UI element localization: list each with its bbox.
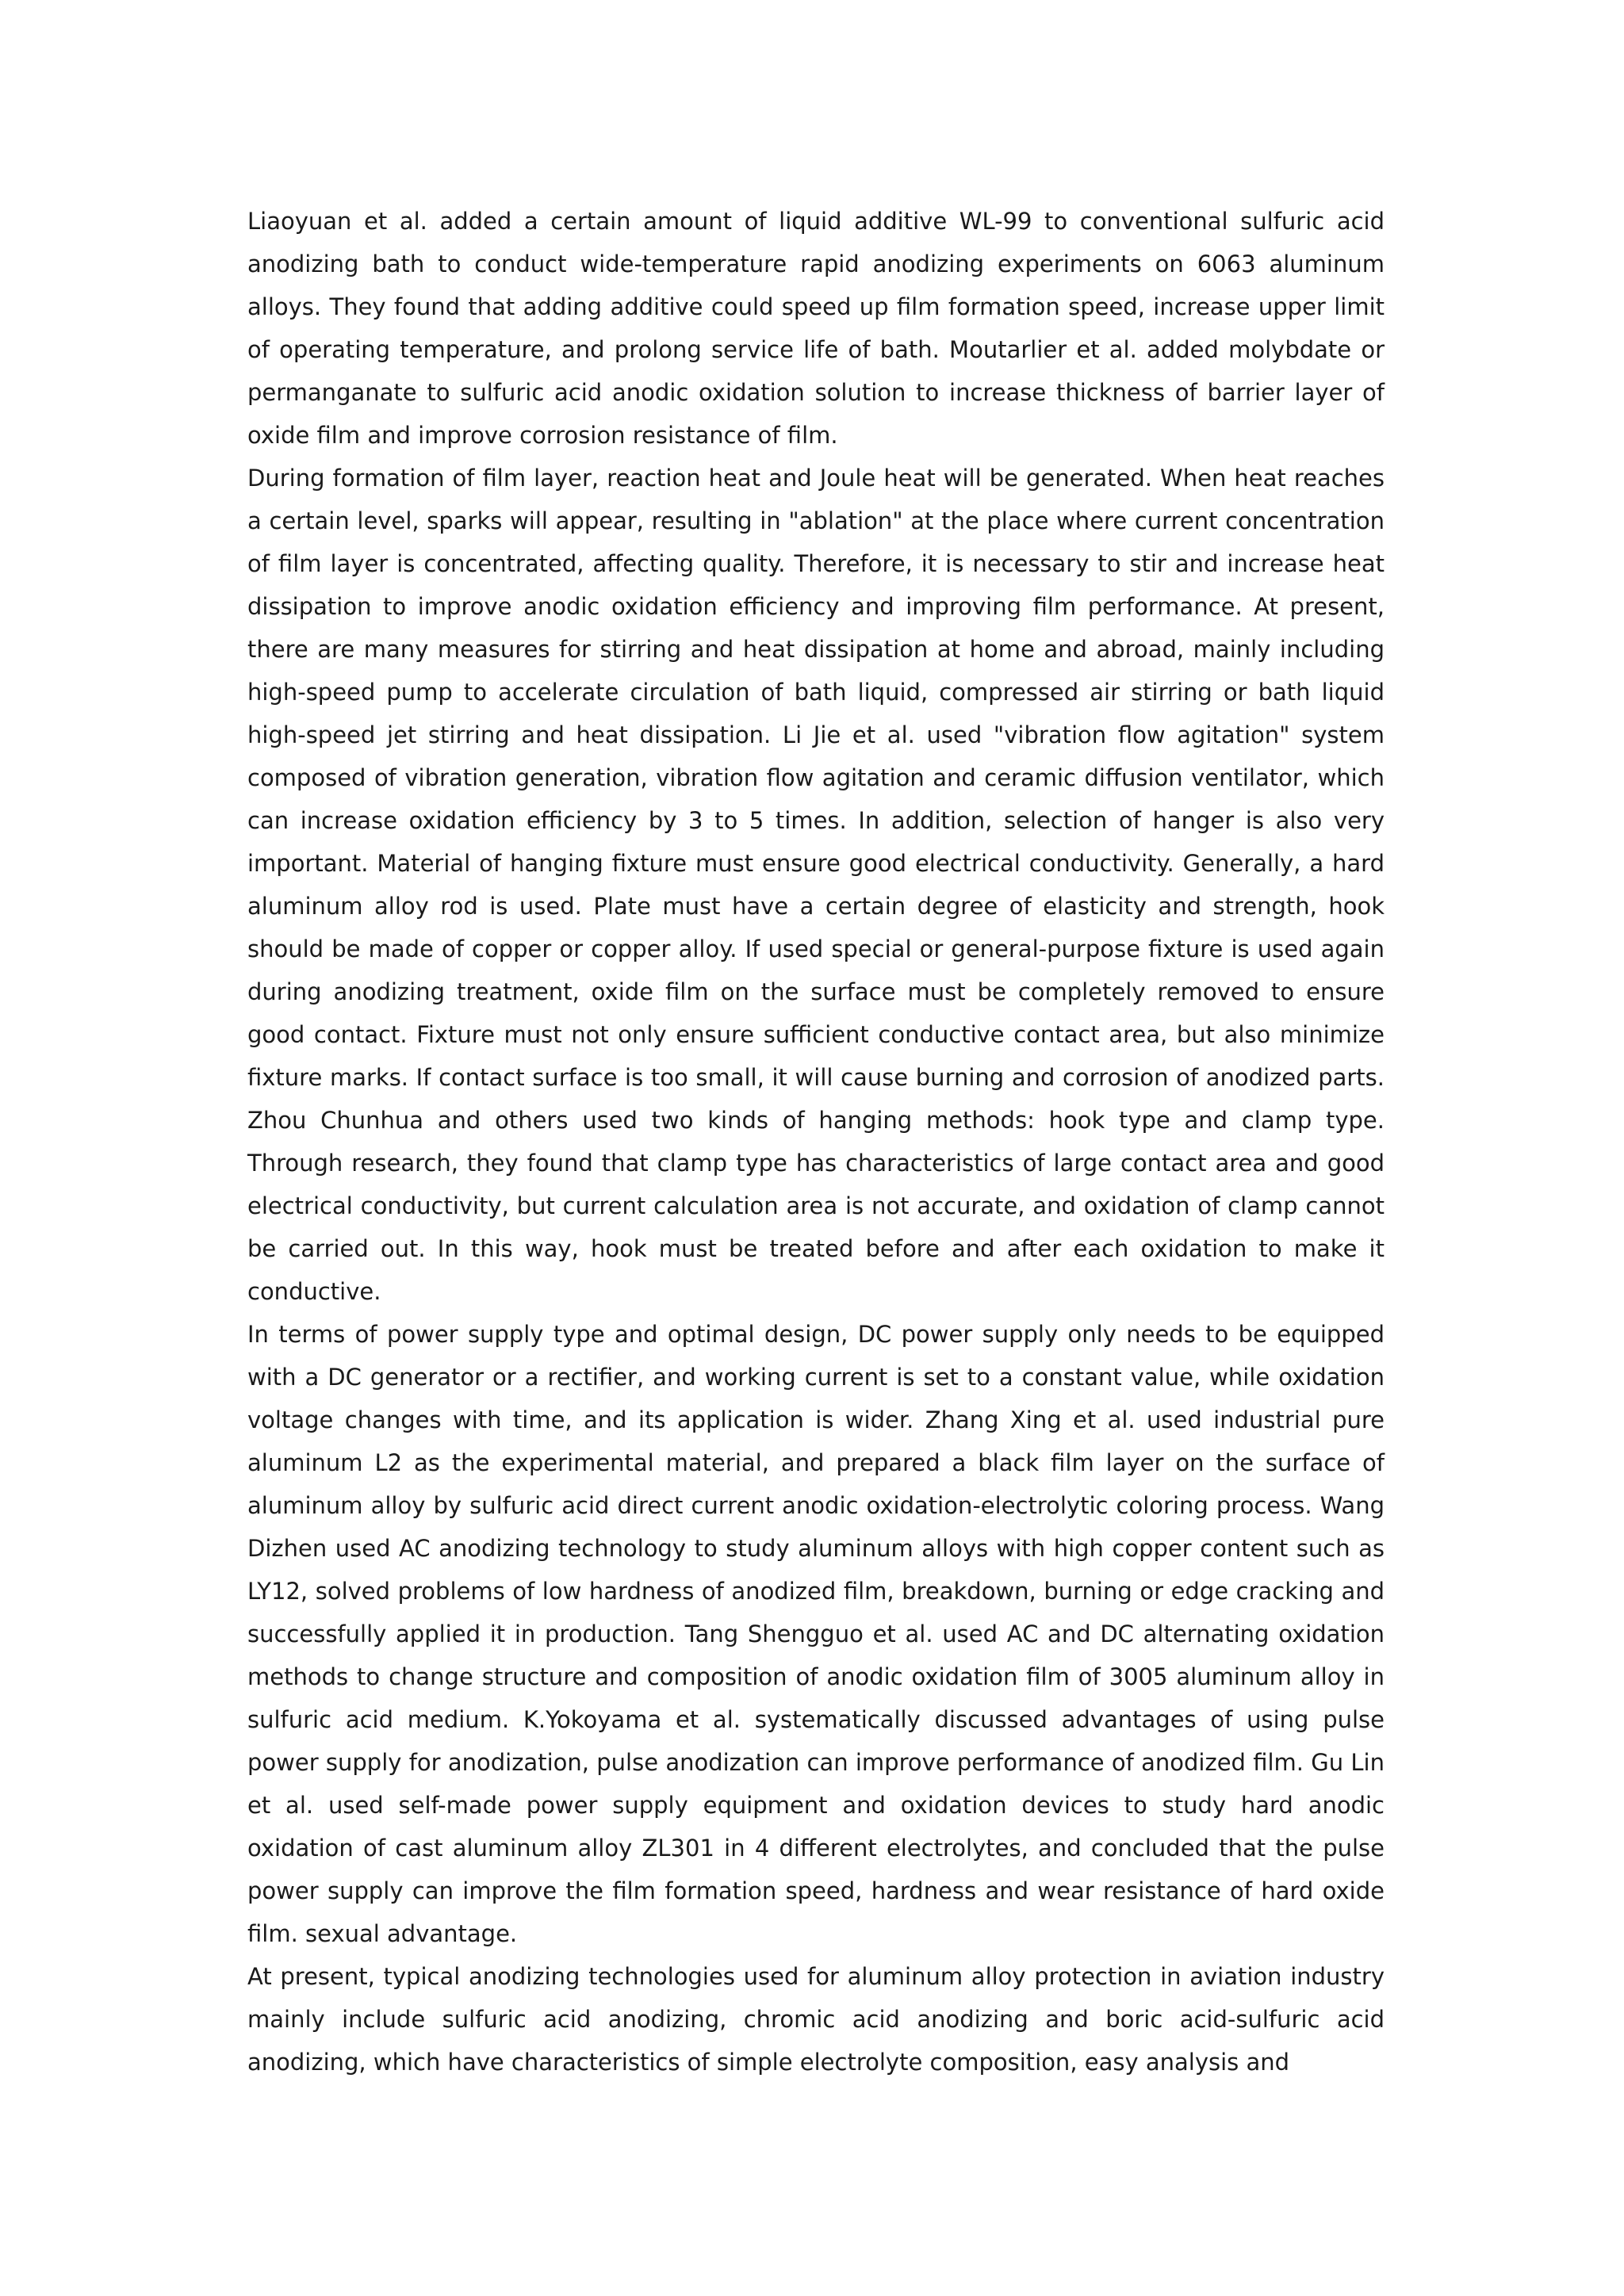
paragraph-power-supply: In terms of power supply type and optimal design, DC power supply only needs to be equipped with a DC generator or a rectifier, and working current is set to a constant value, while oxidation voltage changes with time, and its application is wider. Zhang Xing et al. used industrial pure aluminum L2 as the experimental material, and prepared a black film layer on the surface of aluminum alloy by sulfuric acid direct current anodic oxidation-electrolytic coloring process. Wang Dizhen used AC anodizing technology to study aluminum alloys with high copper content such as LY12, solved problems of low hardness of anodized film, breakdown, burning or edge cracking and successfully applied it in production. Tang Shengguo et al. used AC and DC alternating oxidation methods to change structure and composition of anodic oxidation film of 3005 aluminum alloy in sulfuric acid medium. K.Yokoyama et al. systematically discussed advantages of using pulse power supply for anodization, pulse anodization can improve performance of anodized film. Gu Lin et al. used self-made power supply equipment and oxidation devices to study hard anodic oxidation of cast aluminum alloy ZL301 in 4 different electrolytes, and concluded that the pulse power supply can improve the film formation speed, hardness and wear resistance of hard oxide film. sexual advantage. xyxy=(247,1321,1385,1947)
paragraph-additives: Liaoyuan et al. added a certain amount of liquid additive WL-99 to conventional sulfuric acid anodizing bath to conduct wide-temperature rapid anodizing experiments on 6063 aluminum alloys. They found that adding additive could speed up film formation speed, increase upper limit of operating temperature, and prolong service life of bath. Moutarlier et al. added molybdate or permanganate to sulfuric acid anodic oxidation solution to increase thickness of barrier layer of oxide film and improve corrosion resistance of film. xyxy=(247,208,1385,449)
body-text xyxy=(247,200,1385,2084)
paragraph-heat-dissipation: During formation of film layer, reaction heat and Joule heat will be generated. When heat reaches a certain level, sparks will appear, resulting in "ablation" at the place where current concentration of film layer is concentrated, affecting quality. Therefore, it is necessary to stir and increase heat dissipation to improve anodic oxidation efficiency and improving film performance. At present, there are many measures for stirring and heat dissipation at home and abroad, mainly including high-speed pump to accelerate circulation of bath liquid, compressed air stirring or bath liquid high-speed jet stirring and heat dissipation. Li Jie et al. used "vibration flow agitation" system composed of vibration generation, vibration flow agitation and ceramic diffusion ventilator, which can increase oxidation efficiency by 3 to 5 times. In addition, selection of hanger is also very important. Material of hanging fixture must ensure good electrical conductivity. Generally, a hard aluminum alloy rod is used. Plate must have a certain degree of elasticity and strength, hook should be made of copper or copper alloy. If used special or general-purpose fixture is used again during anodizing treatment, oxide film on the surface must be completely removed to ensure good contact. Fixture must not only ensure sufficient conductive contact area, but also minimize fixture marks. If contact surface is too small, it will cause burning and corrosion of anodized parts. Zhou Chunhua and others used two kinds of hanging methods: hook type and clamp type. Through research, they found that clamp type has characteristics of large contact area and good electrical conductivity, but current calculation area is not accurate, and oxidation of clamp cannot be carried out. In this way, hook must be treated before and after each oxidation to make it conductive. xyxy=(247,465,1385,1305)
paragraph-aviation-technologies: At present, typical anodizing technologies used for aluminum alloy protection in aviation industry mainly include sulfuric acid anodizing, chromic acid anodizing and boric acid-sulfuric acid anodizing, which have characteristics of simple electrolyte composition, easy analysis and xyxy=(247,1963,1385,2076)
